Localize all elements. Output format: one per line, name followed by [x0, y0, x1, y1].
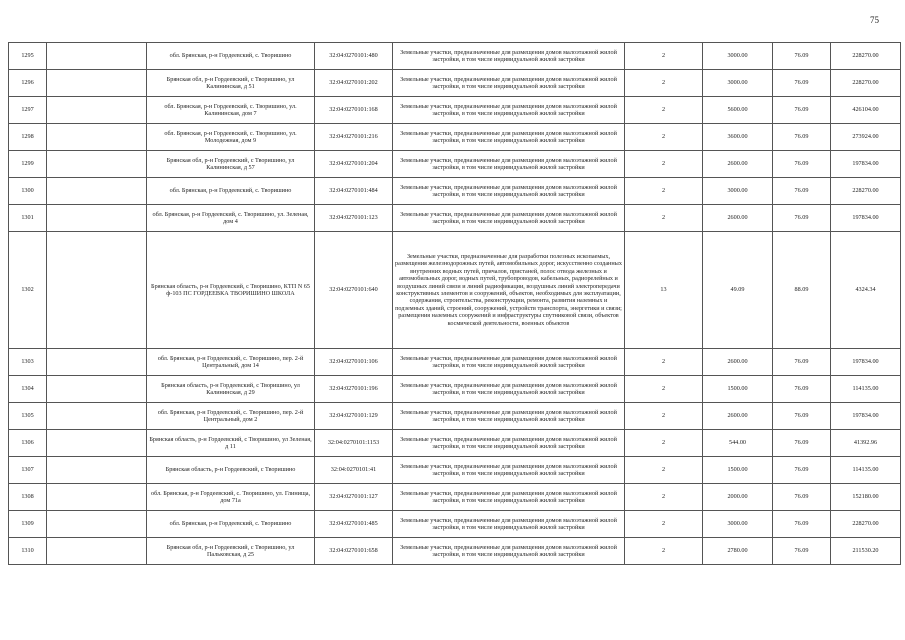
cell-empty — [47, 151, 147, 178]
table-row — [9, 403, 901, 430]
cell-rate: 88.09 — [773, 232, 831, 349]
cell-empty — [47, 376, 147, 403]
cell-land-use: Земельные участки, предназначенные для размещения домов малоэтажной жилой застройки, в том числе индивидуальной жилой застройки — [393, 484, 625, 511]
cell-row-number: 1307 — [9, 457, 47, 484]
cell-row-number: 1309 — [9, 511, 47, 538]
cell-cadastral-number: 32:04:0270101:204 — [315, 151, 393, 178]
cell-land-use: Земельные участки, предназначенные для размещения домов малоэтажной жилой застройки, в том числе индивидуальной жилой застройки — [393, 124, 625, 151]
cell-rate: 76.09 — [773, 70, 831, 97]
cell-group: 2 — [625, 511, 703, 538]
cell-cadastral-value: 41392.96 — [831, 430, 901, 457]
table-row — [9, 124, 901, 151]
cell-empty — [47, 484, 147, 511]
cell-rate: 76.09 — [773, 376, 831, 403]
cell-cadastral-value: 197834.00 — [831, 151, 901, 178]
cell-row-number: 1308 — [9, 484, 47, 511]
cell-cadastral-number: 32:04:0270101:129 — [315, 403, 393, 430]
cell-cadastral-value: 211530.20 — [831, 538, 901, 565]
cell-group: 2 — [625, 205, 703, 232]
cell-rate: 76.09 — [773, 430, 831, 457]
cell-cadastral-number: 32:04:0270101:484 — [315, 178, 393, 205]
cell-cadastral-value: 273924.00 — [831, 124, 901, 151]
cell-empty — [47, 457, 147, 484]
cell-row-number: 1297 — [9, 97, 47, 124]
cell-cadastral-number: 32:04:0270101:480 — [315, 43, 393, 70]
cell-rate: 76.09 — [773, 349, 831, 376]
cell-cadastral-value: 152180.00 — [831, 484, 901, 511]
cell-cadastral-number: 32:04:0270101:216 — [315, 124, 393, 151]
cell-cadastral-number: 32:04:0270101:41 — [315, 457, 393, 484]
cell-row-number: 1304 — [9, 376, 47, 403]
cell-group: 13 — [625, 232, 703, 349]
cell-rate: 76.09 — [773, 205, 831, 232]
table-row — [9, 484, 901, 511]
cell-land-use: Земельные участки, предназначенные для размещения домов малоэтажной жилой застройки, в том числе индивидуальной жилой застройки — [393, 349, 625, 376]
table-row — [9, 430, 901, 457]
cell-area: 544.00 — [703, 430, 773, 457]
cell-group: 2 — [625, 403, 703, 430]
cell-land-use: Земельные участки, предназначенные для размещения домов малоэтажной жилой застройки, в том числе индивидуальной жилой застройки — [393, 511, 625, 538]
cell-empty — [47, 178, 147, 205]
cell-row-number: 1306 — [9, 430, 47, 457]
cell-cadastral-number: 32:04:0270101:1153 — [315, 430, 393, 457]
table-row — [9, 538, 901, 565]
cell-cadastral-value: 114135.00 — [831, 457, 901, 484]
cell-row-number: 1299 — [9, 151, 47, 178]
cell-land-use: Земельные участки, предназначенные для размещения домов малоэтажной жилой застройки, в том числе индивидуальной жилой застройки — [393, 178, 625, 205]
cell-row-number: 1300 — [9, 178, 47, 205]
cell-empty — [47, 349, 147, 376]
cell-cadastral-value: 114135.00 — [831, 376, 901, 403]
table-row — [9, 97, 901, 124]
cell-row-number: 1296 — [9, 70, 47, 97]
table-row — [9, 349, 901, 376]
cell-rate: 76.09 — [773, 124, 831, 151]
cell-area: 49.09 — [703, 232, 773, 349]
cell-row-number: 1303 — [9, 349, 47, 376]
cell-group: 2 — [625, 457, 703, 484]
cell-area: 2600.00 — [703, 349, 773, 376]
cell-address: обл. Брянская, р-н Гордеевский, с. Творишино — [147, 43, 315, 70]
cell-address: Брянская обл, р-н Гордеевский, с Творишино, ул Пальковская, д 25 — [147, 538, 315, 565]
cell-cadastral-value: 4324.34 — [831, 232, 901, 349]
cell-area: 3000.00 — [703, 178, 773, 205]
cell-land-use: Земельные участки, предназначенные для размещения домов малоэтажной жилой застройки, в том числе индивидуальной жилой застройки — [393, 457, 625, 484]
cell-rate: 76.09 — [773, 457, 831, 484]
cell-empty — [47, 124, 147, 151]
cell-group: 2 — [625, 70, 703, 97]
cell-area: 2000.00 — [703, 484, 773, 511]
cell-area: 1500.00 — [703, 457, 773, 484]
cell-empty — [47, 232, 147, 349]
cell-land-use: Земельные участки, предназначенные для размещения домов малоэтажной жилой застройки, в том числе индивидуальной жилой застройки — [393, 430, 625, 457]
cell-empty — [47, 538, 147, 565]
cell-area: 2780.00 — [703, 538, 773, 565]
cell-cadastral-number: 32:04:0270101:196 — [315, 376, 393, 403]
cell-address: Брянская область, р-н Гордеевский, с Творишино — [147, 457, 315, 484]
cell-empty — [47, 97, 147, 124]
cell-empty — [47, 403, 147, 430]
cell-cadastral-number: 32:04:0270101:127 — [315, 484, 393, 511]
table-row — [9, 70, 901, 97]
cell-cadastral-number: 32:04:0270101:485 — [315, 511, 393, 538]
cell-group: 2 — [625, 97, 703, 124]
table-row — [9, 151, 901, 178]
cell-cadastral-value: 197834.00 — [831, 205, 901, 232]
cell-address: Брянская область, р-н Гордеевский, с Творишино, КТП N 65 ф-103 ПС ГОРДЕЕВКА ТВОРИШИНО ШКОЛА — [147, 232, 315, 349]
cell-group: 2 — [625, 43, 703, 70]
cell-cadastral-value: 228270.00 — [831, 70, 901, 97]
registry-body — [9, 43, 901, 565]
cell-land-use: Земельные участки, предназначенные для разработки полезных ископаемых, размещения железнодорожных путей, автомобильных дорог, искусственно созданных внутренних водных путей, причалов, пристаней, полос отвода железных и автомобильных дорог, водных путей, трубопроводов, кабельных, радиорелейных и воздушных линий связи и линий радиофикации, воздушных линий электропередачи конструктивных элементов и сооружений, объектов, необходимых для эксплуатации, содержания, строительства, реконструкции, ремонта, развития наземных и подземных зданий, строений, сооружений, устройств транспорта, энергетики и связи; размещения наземных сооружений и инфраструктуры спутниковой связи, объектов космической деятельности, военных объектов — [393, 232, 625, 349]
cell-address: обл. Брянская, р-н Гордеевский, с. Творишино, пер. 2-й Центральный, дом 14 — [147, 349, 315, 376]
cell-group: 2 — [625, 178, 703, 205]
cell-address: Брянская область, р-н Гордеевский, с Творишино, ул Калининская, д 29 — [147, 376, 315, 403]
cell-area: 3000.00 — [703, 43, 773, 70]
cell-area: 2600.00 — [703, 205, 773, 232]
table-row — [9, 232, 901, 349]
cell-address: Брянская обл, р-н Гордеевский, с Творишино, ул Калининская, д 51 — [147, 70, 315, 97]
cell-cadastral-number: 32:04:0270101:640 — [315, 232, 393, 349]
cell-address: обл. Брянская, р-н Гордеевский, с. Творишино, ул. Глинища, дом 71а — [147, 484, 315, 511]
cell-cadastral-number: 32:04:0270101:202 — [315, 70, 393, 97]
cell-area: 3000.00 — [703, 70, 773, 97]
cell-group: 2 — [625, 349, 703, 376]
cell-land-use: Земельные участки, предназначенные для размещения домов малоэтажной жилой застройки, в том числе индивидуальной жилой застройки — [393, 205, 625, 232]
table-row — [9, 43, 901, 70]
cell-empty — [47, 43, 147, 70]
cell-group: 2 — [625, 124, 703, 151]
cell-empty — [47, 205, 147, 232]
cell-address: обл. Брянская, р-н Гордеевский, с. Творишино, ул. Зеленая, дом 4 — [147, 205, 315, 232]
cell-area: 3000.00 — [703, 511, 773, 538]
cell-area: 2600.00 — [703, 403, 773, 430]
cell-address: обл. Брянская, р-н Гордеевский, с. Творишино, ул. Калининская, дом 7 — [147, 97, 315, 124]
cell-address: обл. Брянская, р-н Гордеевский, с. Творишино, ул. Молодежная, дом 9 — [147, 124, 315, 151]
cell-address: Брянская обл, р-н Гордеевский, с Творишино, ул Калининская, д 57 — [147, 151, 315, 178]
cell-cadastral-value: 228270.00 — [831, 178, 901, 205]
cell-area: 5600.00 — [703, 97, 773, 124]
page-number: 75 — [870, 15, 879, 25]
cell-empty — [47, 430, 147, 457]
table-row — [9, 178, 901, 205]
cell-row-number: 1298 — [9, 124, 47, 151]
cell-group: 2 — [625, 376, 703, 403]
cell-rate: 76.09 — [773, 178, 831, 205]
cell-land-use: Земельные участки, предназначенные для размещения домов малоэтажной жилой застройки, в том числе индивидуальной жилой застройки — [393, 43, 625, 70]
cell-area: 2600.00 — [703, 151, 773, 178]
cell-row-number: 1301 — [9, 205, 47, 232]
cell-rate: 76.09 — [773, 511, 831, 538]
cell-cadastral-number: 32:04:0270101:123 — [315, 205, 393, 232]
cell-cadastral-value: 228270.00 — [831, 43, 901, 70]
cell-address: обл. Брянская, р-н Гордеевский, с. Творишино — [147, 178, 315, 205]
cell-rate: 76.09 — [773, 97, 831, 124]
cell-row-number: 1305 — [9, 403, 47, 430]
table-row — [9, 205, 901, 232]
cell-rate: 76.09 — [773, 538, 831, 565]
cell-empty — [47, 511, 147, 538]
cell-land-use: Земельные участки, предназначенные для размещения домов малоэтажной жилой застройки, в том числе индивидуальной жилой застройки — [393, 376, 625, 403]
cell-land-use: Земельные участки, предназначенные для размещения домов малоэтажной жилой застройки, в том числе индивидуальной жилой застройки — [393, 70, 625, 97]
cell-empty — [47, 70, 147, 97]
cell-address: обл. Брянская, р-н Гордеевский, с. Творишино — [147, 511, 315, 538]
cell-address: обл. Брянская, р-н Гордеевский, с. Творишино, пер. 2-й Центральный, дом 2 — [147, 403, 315, 430]
cell-cadastral-value: 228270.00 — [831, 511, 901, 538]
cell-cadastral-value: 197834.00 — [831, 403, 901, 430]
cell-land-use: Земельные участки, предназначенные для размещения домов малоэтажной жилой застройки, в том числе индивидуальной жилой застройки — [393, 151, 625, 178]
cell-land-use: Земельные участки, предназначенные для размещения домов малоэтажной жилой застройки, в том числе индивидуальной жилой застройки — [393, 403, 625, 430]
cell-cadastral-number: 32:04:0270101:106 — [315, 349, 393, 376]
table-row — [9, 511, 901, 538]
cell-cadastral-number: 32:04:0270101:658 — [315, 538, 393, 565]
cell-land-use: Земельные участки, предназначенные для размещения домов малоэтажной жилой застройки, в том числе индивидуальной жилой застройки — [393, 97, 625, 124]
cell-area: 1500.00 — [703, 376, 773, 403]
cell-rate: 76.09 — [773, 151, 831, 178]
cell-cadastral-value: 426104.00 — [831, 97, 901, 124]
cell-area: 3600.00 — [703, 124, 773, 151]
cell-land-use: Земельные участки, предназначенные для размещения домов малоэтажной жилой застройки, в том числе индивидуальной жилой застройки — [393, 538, 625, 565]
cell-group: 2 — [625, 538, 703, 565]
cell-group: 2 — [625, 430, 703, 457]
cell-row-number: 1310 — [9, 538, 47, 565]
cell-rate: 76.09 — [773, 403, 831, 430]
cell-rate: 76.09 — [773, 43, 831, 70]
cell-rate: 76.09 — [773, 484, 831, 511]
cell-cadastral-number: 32:04:0270101:168 — [315, 97, 393, 124]
table-row — [9, 457, 901, 484]
cell-cadastral-value: 197834.00 — [831, 349, 901, 376]
cell-address: Брянская область, р-н Гордеевский, с Творишино, ул Зеленая, д 11 — [147, 430, 315, 457]
cell-group: 2 — [625, 151, 703, 178]
cell-row-number: 1302 — [9, 232, 47, 349]
cell-row-number: 1295 — [9, 43, 47, 70]
table-row — [9, 376, 901, 403]
land-registry-table — [8, 42, 901, 565]
cell-group: 2 — [625, 484, 703, 511]
